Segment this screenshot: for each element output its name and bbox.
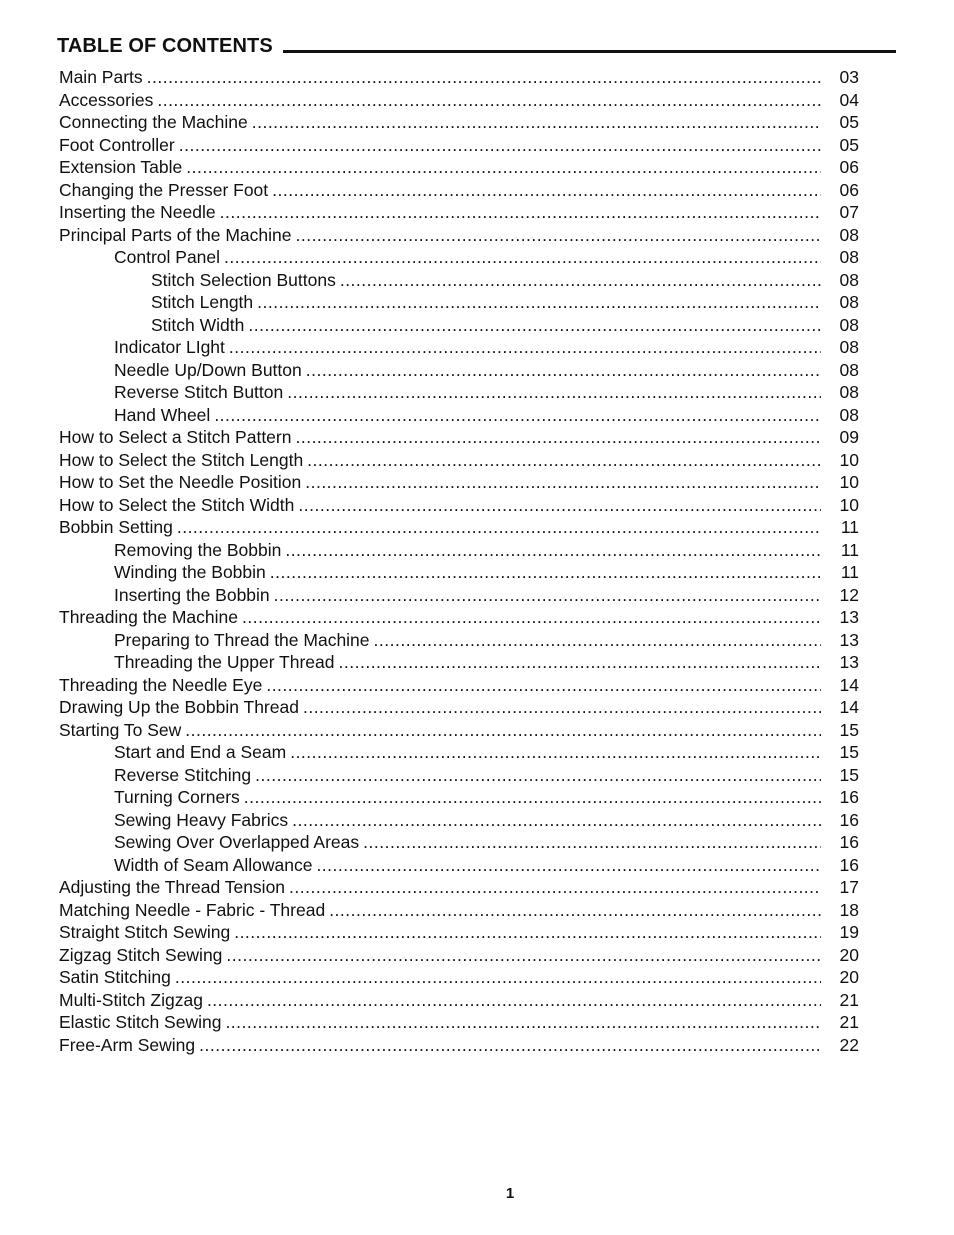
toc-entry: [59, 179, 859, 202]
toc-entry-page: 13: [839, 629, 859, 650]
dot-leader: [220, 201, 821, 224]
toc-entry-label: Accessories: [59, 89, 154, 110]
dot-leader: [340, 269, 821, 292]
toc-entry-label: Stitch Width: [151, 314, 245, 335]
toc-entry: [59, 471, 859, 494]
toc-entry-page: 15: [839, 742, 859, 762]
toc-entry-page: 08: [839, 404, 859, 425]
dot-leader: [270, 561, 821, 584]
toc-entry-label: Changing the Presser Foot: [59, 179, 269, 200]
toc-entry-page: 05: [839, 112, 859, 132]
toc-entry: [59, 381, 859, 404]
toc-entry-page: 16: [839, 787, 859, 807]
toc-entry: [59, 966, 859, 989]
dot-leader: [298, 494, 821, 517]
toc-entry: [59, 629, 859, 652]
toc-entry: [59, 89, 859, 112]
dot-leader: [316, 854, 821, 877]
toc-entry-page: 06: [839, 179, 859, 200]
dot-leader: [287, 381, 821, 404]
toc-entry-label: Reverse Stitch Button: [114, 382, 284, 402]
toc-entry: [59, 719, 859, 742]
toc-entry-page: 08: [839, 224, 859, 245]
toc-entry-page: 17: [839, 877, 859, 897]
toc-entry-page: 06: [839, 157, 859, 177]
toc-entry: [59, 809, 859, 832]
toc-entry-label: Width of Seam Allowance: [114, 854, 313, 875]
toc-list: [59, 66, 859, 1056]
dot-leader: [303, 696, 821, 719]
title-rule: [283, 50, 896, 53]
dot-leader: [177, 516, 821, 539]
toc-entry-label: Extension Table: [59, 157, 183, 177]
toc-entry-page: 04: [839, 89, 859, 110]
toc-entry-page: 16: [839, 854, 859, 875]
toc-entry-label: Threading the Needle Eye: [59, 674, 263, 695]
toc-entry-page: 07: [839, 202, 859, 222]
toc-entry: [59, 516, 859, 539]
toc-entry-label: Needle Up/Down Button: [114, 359, 302, 380]
toc-entry-label: Free-Arm Sewing: [59, 1034, 196, 1055]
toc-entry-label: Connecting the Machine: [59, 112, 248, 132]
toc-entry-page: 16: [839, 809, 859, 830]
dot-leader: [175, 966, 821, 989]
toc-entry-page: 11: [840, 562, 859, 582]
toc-entry: [59, 404, 859, 427]
toc-entry-label: Elastic Stitch Sewing: [59, 1012, 222, 1032]
toc-entry: [59, 539, 859, 562]
toc-entry-label: Sewing Over Overlapped Areas: [114, 832, 360, 852]
toc-entry-page: 15: [839, 719, 859, 740]
toc-entry-label: Inserting the Needle: [59, 202, 216, 222]
toc-entry-page: 05: [839, 134, 859, 155]
toc-entry: [59, 944, 859, 967]
toc-entry-page: 08: [839, 247, 859, 267]
toc-entry: [59, 854, 859, 877]
toc-entry-label: How to Select the Stitch Width: [59, 494, 295, 515]
toc-entry: [59, 66, 859, 89]
toc-entry-page: 08: [839, 337, 859, 357]
dot-leader: [225, 1011, 821, 1034]
dot-leader: [234, 921, 821, 944]
toc-entry-label: Threading the Upper Thread: [114, 652, 335, 672]
toc-entry: [59, 989, 859, 1012]
dot-leader: [186, 156, 821, 179]
toc-entry-label: Stitch Selection Buttons: [151, 269, 336, 290]
dot-leader: [292, 809, 821, 832]
toc-entry-label: Indicator LIght: [114, 337, 225, 357]
dot-leader: [266, 674, 821, 697]
toc-entry-label: Hand Wheel: [114, 404, 211, 425]
toc-header: [57, 34, 896, 58]
toc-entry-label: Principal Parts of the Machine: [59, 224, 292, 245]
toc-entry-page: 21: [839, 1012, 859, 1032]
toc-entry: [59, 269, 859, 292]
toc-entry: [59, 314, 859, 337]
toc-entry-page: 08: [839, 269, 859, 290]
toc-entry-label: Drawing Up the Bobbin Thread: [59, 697, 299, 717]
toc-entry: [59, 786, 859, 809]
page-title: TABLE OF CONTENTS: [57, 35, 273, 57]
toc-entry-label: How to Select the Stitch Length: [59, 449, 304, 470]
toc-entry-page: 13: [839, 607, 859, 627]
dot-leader: [289, 876, 821, 899]
toc-entry-label: Bobbin Setting: [59, 517, 173, 537]
dot-leader: [295, 224, 821, 247]
dot-leader: [274, 584, 821, 607]
toc-entry-page: 13: [839, 652, 859, 672]
toc-entry-page: 16: [839, 832, 859, 852]
dot-leader: [179, 134, 821, 157]
toc-entry-page: 14: [839, 674, 859, 695]
toc-entry: [59, 674, 859, 697]
toc-entry: [59, 606, 859, 629]
toc-entry: [59, 899, 859, 922]
dot-leader: [305, 471, 821, 494]
toc-entry: [59, 359, 859, 382]
toc-entry-page: 08: [839, 314, 859, 335]
toc-entry-page: 14: [839, 697, 859, 717]
toc-entry: [59, 876, 859, 899]
toc-entry-label: Stitch Length: [151, 292, 254, 312]
dot-leader: [157, 89, 821, 112]
dot-leader: [199, 1034, 821, 1057]
dot-leader: [290, 741, 821, 764]
toc-entry-label: Removing the Bobbin: [114, 539, 282, 560]
dot-leader: [272, 179, 821, 202]
toc-entry-label: Multi-Stitch Zigzag: [59, 989, 203, 1010]
toc-entry: [59, 224, 859, 247]
toc-entry: [59, 764, 859, 787]
dot-leader: [306, 359, 821, 382]
toc-entry-page: 09: [839, 427, 859, 447]
toc-entry-page: 03: [839, 67, 859, 87]
toc-entry: [59, 246, 859, 269]
toc-entry-page: 11: [840, 517, 859, 537]
toc-entry-page: 22: [839, 1034, 859, 1055]
toc-entry-page: 11: [840, 539, 859, 560]
toc-entry: [59, 831, 859, 854]
dot-leader: [252, 111, 821, 134]
toc-entry-label: How to Select a Stitch Pattern: [59, 427, 292, 447]
toc-entry-label: Preparing to Thread the Machine: [114, 629, 370, 650]
toc-entry: [59, 494, 859, 517]
toc-entry: [59, 449, 859, 472]
toc-entry-page: 08: [839, 292, 859, 312]
dot-leader: [214, 404, 821, 427]
toc-entry-label: Start and End a Seam: [114, 742, 287, 762]
dot-leader: [224, 246, 821, 269]
dot-leader: [307, 449, 821, 472]
toc-entry: [59, 426, 859, 449]
toc-entry: [59, 651, 859, 674]
toc-entry-label: Starting To Sew: [59, 719, 182, 740]
toc-entry: [59, 111, 859, 134]
dot-leader: [255, 764, 821, 787]
toc-entry: [59, 156, 859, 179]
toc-entry-label: Turning Corners: [114, 787, 240, 807]
toc-entry: [59, 1034, 859, 1057]
dot-leader: [285, 539, 821, 562]
toc-entry-page: 19: [839, 922, 859, 942]
toc-entry-page: 15: [839, 764, 859, 785]
toc-entry-page: 10: [839, 472, 859, 492]
toc-entry-label: Control Panel: [114, 247, 221, 267]
toc-entry-label: Satin Stitching: [59, 967, 171, 987]
toc-entry-page: 08: [839, 359, 859, 380]
dot-leader: [363, 831, 821, 854]
toc-entry: [59, 291, 859, 314]
dot-leader: [229, 336, 821, 359]
toc-entry-label: Main Parts: [59, 67, 143, 87]
toc-entry-label: Inserting the Bobbin: [114, 584, 270, 605]
toc-entry: [59, 696, 859, 719]
dot-leader: [242, 606, 821, 629]
toc-entry-page: 08: [839, 382, 859, 402]
dot-leader: [147, 66, 821, 89]
toc-entry: [59, 921, 859, 944]
toc-entry-page: 20: [839, 944, 859, 965]
toc-entry-label: Straight Stitch Sewing: [59, 922, 231, 942]
toc-entry: [59, 134, 859, 157]
toc-entry-label: Sewing Heavy Fabrics: [114, 809, 289, 830]
toc-entry: [59, 201, 859, 224]
toc-entry: [59, 561, 859, 584]
dot-leader: [226, 944, 821, 967]
toc-entry-page: 20: [839, 967, 859, 987]
dot-leader: [248, 314, 821, 337]
dot-leader: [207, 989, 821, 1012]
toc-entry: [59, 584, 859, 607]
page-number: 1: [505, 1185, 515, 1202]
toc-entry-label: Zigzag Stitch Sewing: [59, 944, 223, 965]
toc-entry-label: Adjusting the Thread Tension: [59, 877, 286, 897]
dot-leader: [257, 291, 821, 314]
toc-entry-page: 10: [839, 449, 859, 470]
toc-entry: [59, 741, 859, 764]
dot-leader: [374, 629, 821, 652]
toc-entry-label: Matching Needle - Fabric - Thread: [59, 899, 326, 920]
toc-entry-label: Foot Controller: [59, 134, 175, 155]
toc-entry-page: 12: [839, 584, 859, 605]
dot-leader: [185, 719, 821, 742]
toc-entry-page: 10: [839, 494, 859, 515]
toc-entry-page: 18: [839, 899, 859, 920]
toc-entry: [59, 1011, 859, 1034]
dot-leader: [295, 426, 821, 449]
toc-entry: [59, 336, 859, 359]
dot-leader: [244, 786, 821, 809]
toc-entry-label: Reverse Stitching: [114, 764, 252, 785]
dot-leader: [339, 651, 821, 674]
toc-entry-page: 21: [839, 989, 859, 1010]
toc-entry-label: Threading the Machine: [59, 607, 238, 627]
toc-entry-label: Winding the Bobbin: [114, 562, 266, 582]
toc-entry-label: How to Set the Needle Position: [59, 472, 302, 492]
dot-leader: [329, 899, 821, 922]
